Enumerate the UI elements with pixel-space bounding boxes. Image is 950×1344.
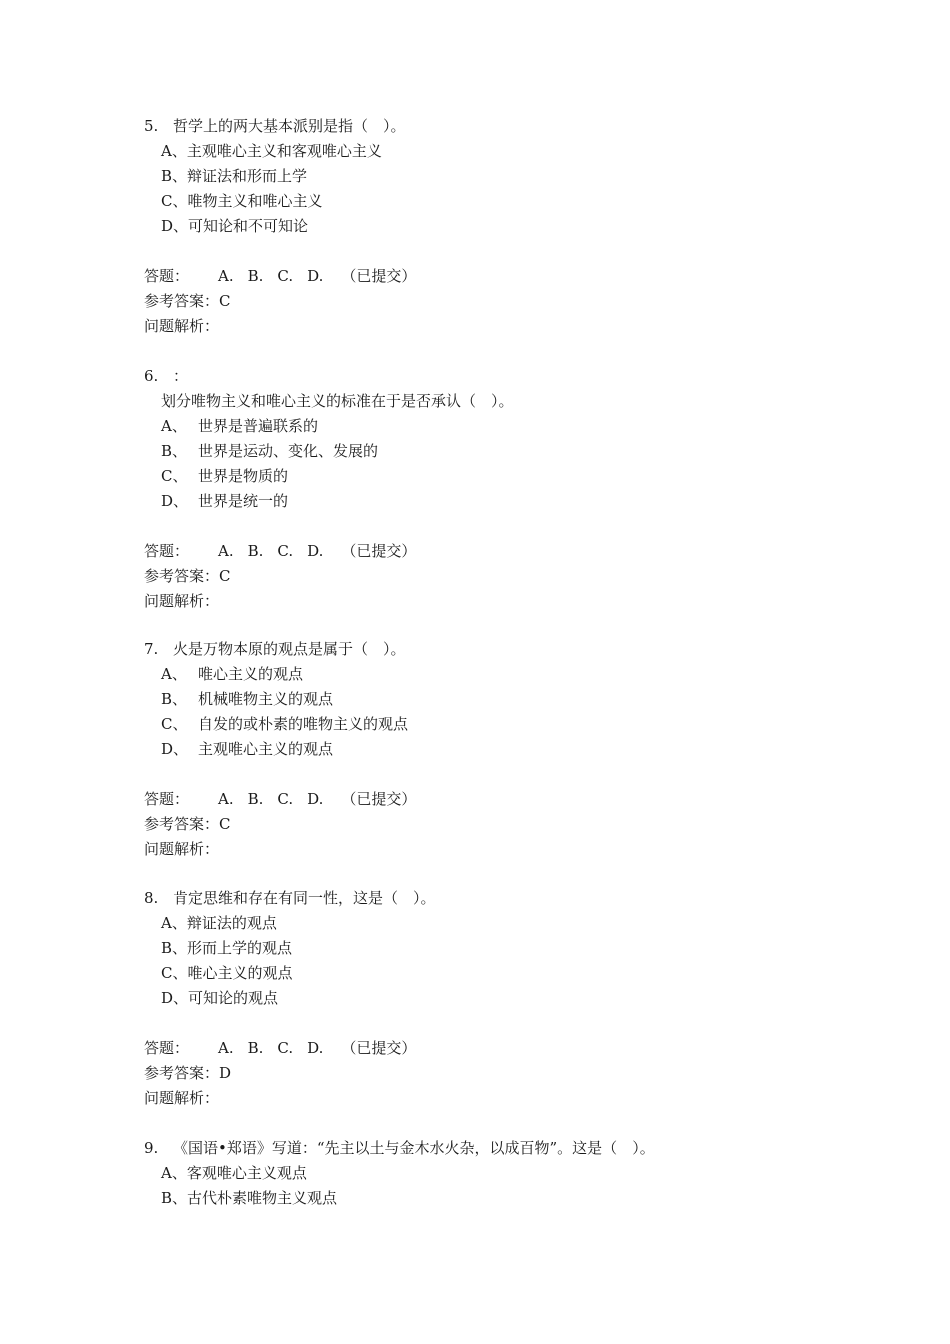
option-d xyxy=(144,214,844,239)
option-letter: B、 xyxy=(161,690,188,708)
answer-row xyxy=(144,539,844,564)
option-a xyxy=(144,139,844,164)
question-9 xyxy=(144,1136,844,1211)
option-b xyxy=(144,1186,844,1211)
reference-answer xyxy=(144,564,844,589)
answer-row xyxy=(144,264,844,289)
option-text: 机械唯物主义的观点 xyxy=(198,690,334,708)
answer-row xyxy=(144,787,844,812)
reference-answer xyxy=(144,812,844,837)
question-text: ： xyxy=(173,367,189,385)
choice-c[interactable]: C. xyxy=(277,1039,294,1057)
option-d xyxy=(144,986,844,1011)
question-5 xyxy=(144,114,844,339)
choice-d[interactable]: D. xyxy=(307,1039,324,1057)
option-letter: A、 xyxy=(161,417,187,435)
option-text: 形而上学的观点 xyxy=(187,939,293,957)
option-c xyxy=(144,189,844,214)
option-d xyxy=(144,489,844,514)
question-stem xyxy=(144,364,844,389)
choice-c[interactable]: C. xyxy=(277,267,294,285)
reference-value: C xyxy=(219,292,231,310)
question-stem xyxy=(144,886,844,911)
option-c xyxy=(144,961,844,986)
option-a xyxy=(144,662,844,687)
question-number: 5. xyxy=(144,117,159,135)
question-text-line2: 划分唯物主义和唯心主义的标准在于是否承认（ ）。 xyxy=(161,392,514,410)
question-stem xyxy=(144,114,844,139)
option-letter: B、 xyxy=(161,1189,188,1207)
option-text: 世界是普遍联系的 xyxy=(198,417,319,435)
choice-a[interactable]: A. xyxy=(218,1039,234,1057)
option-text: 世界是运动、变化、发展的 xyxy=(198,442,379,460)
reference-answer xyxy=(144,289,844,314)
analysis-label: 问题解析： xyxy=(144,1089,220,1107)
option-text: 唯物主义和唯心主义 xyxy=(187,192,323,210)
option-text: 古代朴素唯物主义观点 xyxy=(187,1189,338,1207)
option-a xyxy=(144,911,844,936)
choice-b[interactable]: B. xyxy=(247,542,264,560)
question-number: 7. xyxy=(144,640,159,658)
question-text: 火是万物本原的观点是属于（ ）。 xyxy=(173,640,406,658)
question-8 xyxy=(144,886,844,1111)
question-number: 6. xyxy=(144,367,159,385)
submitted-status: （已提交） xyxy=(341,1039,417,1057)
option-text: 世界是统一的 xyxy=(198,492,289,510)
option-letter: C、 xyxy=(161,192,188,210)
option-letter: A、 xyxy=(161,1164,187,1182)
answer-label: 答题： xyxy=(144,267,190,285)
option-c xyxy=(144,712,844,737)
reference-label: 参考答案： xyxy=(144,567,220,585)
option-text: 自发的或朴素的唯物主义的观点 xyxy=(198,715,409,733)
option-letter: A、 xyxy=(161,142,187,160)
option-c xyxy=(144,464,844,489)
option-letter: B、 xyxy=(161,939,188,957)
choice-c[interactable]: C. xyxy=(277,542,294,560)
option-a xyxy=(144,414,844,439)
option-text: 唯心主义的观点 xyxy=(198,665,304,683)
reference-label: 参考答案： xyxy=(144,815,220,833)
choice-b[interactable]: B. xyxy=(247,1039,264,1057)
option-letter: D、 xyxy=(161,217,189,235)
choice-d[interactable]: D. xyxy=(307,542,324,560)
option-text: 客观唯心主义观点 xyxy=(186,1164,307,1182)
choice-b[interactable]: B. xyxy=(247,267,264,285)
option-text: 辩证法和形而上学 xyxy=(187,167,308,185)
option-letter: D、 xyxy=(161,740,189,758)
reference-value: C xyxy=(219,815,231,833)
option-a xyxy=(144,1161,844,1186)
reference-label: 参考答案： xyxy=(144,292,220,310)
reference-answer xyxy=(144,1061,844,1086)
submitted-status: （已提交） xyxy=(341,267,417,285)
option-letter: C、 xyxy=(161,467,188,485)
submitted-status: （已提交） xyxy=(341,790,417,808)
question-stem xyxy=(144,1136,844,1161)
answer-label: 答题： xyxy=(144,542,190,560)
choice-b[interactable]: B. xyxy=(247,790,264,808)
option-text: 主观唯心主义的观点 xyxy=(198,740,334,758)
question-number: 8. xyxy=(144,889,159,907)
question-7 xyxy=(144,637,844,862)
option-b xyxy=(144,936,844,961)
option-letter: D、 xyxy=(161,492,189,510)
option-text: 唯心主义的观点 xyxy=(187,964,293,982)
option-letter: A、 xyxy=(161,665,187,683)
analysis-label: 问题解析： xyxy=(144,317,220,335)
submitted-status: （已提交） xyxy=(341,542,417,560)
question-text: 肯定思维和存在有同一性，这是（ ）。 xyxy=(173,889,436,907)
choice-c[interactable]: C. xyxy=(277,790,294,808)
question-text: 《国语•郑语》写道：“先主以土与金木水火杂，以成百物”。这是（ ）。 xyxy=(173,1139,655,1157)
choice-a[interactable]: A. xyxy=(218,267,234,285)
option-text: 可知论和不可知论 xyxy=(188,217,309,235)
question-number: 9. xyxy=(144,1139,159,1157)
option-text: 主观唯心主义和客观唯心主义 xyxy=(186,142,382,160)
question-stem xyxy=(144,637,844,662)
option-text: 可知论的观点 xyxy=(188,989,279,1007)
choice-d[interactable]: D. xyxy=(307,267,324,285)
option-d xyxy=(144,737,844,762)
choice-a[interactable]: A. xyxy=(218,542,234,560)
option-letter: A、 xyxy=(161,914,187,932)
option-letter: C、 xyxy=(161,964,188,982)
answer-row xyxy=(144,1036,844,1061)
analysis-label: 问题解析： xyxy=(144,592,220,610)
choice-d[interactable]: D. xyxy=(307,790,324,808)
option-b xyxy=(144,687,844,712)
option-text: 世界是物质的 xyxy=(198,467,289,485)
option-b xyxy=(144,439,844,464)
question-6 xyxy=(144,364,844,614)
question-text: 哲学上的两大基本派别是指（ ）。 xyxy=(173,117,406,135)
option-letter: D、 xyxy=(161,989,189,1007)
reference-value: C xyxy=(219,567,231,585)
option-b xyxy=(144,164,844,189)
reference-value: D xyxy=(219,1064,232,1082)
option-letter: C、 xyxy=(161,715,188,733)
reference-label: 参考答案： xyxy=(144,1064,220,1082)
answer-label: 答题： xyxy=(144,1039,190,1057)
option-letter: B、 xyxy=(161,442,188,460)
option-letter: B、 xyxy=(161,167,188,185)
analysis-label: 问题解析： xyxy=(144,840,220,858)
answer-label: 答题： xyxy=(144,790,190,808)
choice-a[interactable]: A. xyxy=(218,790,234,808)
option-text: 辩证法的观点 xyxy=(186,914,277,932)
